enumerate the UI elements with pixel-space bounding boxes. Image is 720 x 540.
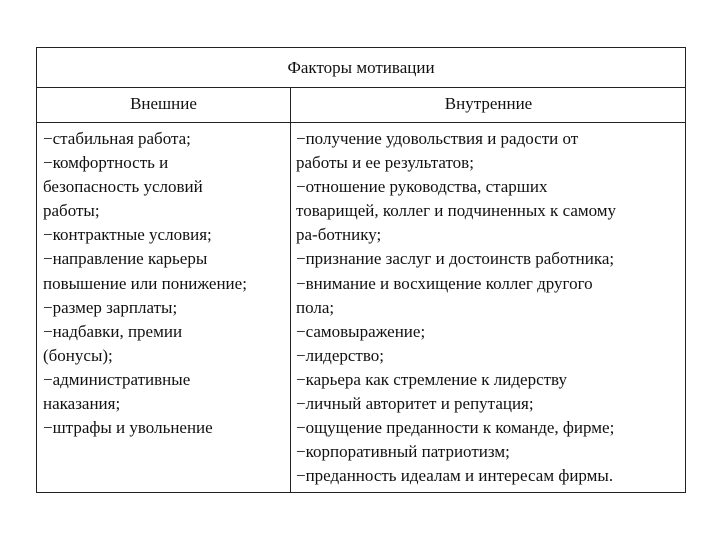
- internal-factor-line: пола;: [296, 297, 335, 317]
- internal-factor-line: −отношение руководства, старших: [296, 177, 548, 197]
- internal-factor-line: −признание заслуг и достоинств работника;: [296, 249, 615, 269]
- internal-factor-line: −преданность идеалам и интересам фирмы.: [296, 466, 614, 486]
- header-internal: Внутренние: [444, 94, 533, 113]
- external-factor-line: безопасность условий: [43, 177, 203, 197]
- external-factor-line: −административные: [43, 369, 191, 389]
- internal-factor-line: −получение удовольствия и радости от: [296, 129, 579, 148]
- column-divider: [290, 88, 291, 492]
- external-factors-cell: [43, 127, 288, 440]
- internal-factor-line: ра-ботнику;: [296, 225, 382, 245]
- table-title: Факторы мотивации: [37, 48, 685, 88]
- external-factor-line: −направление карьеры: [43, 249, 208, 269]
- external-factor-line: (бонусы);: [43, 345, 113, 365]
- internal-factors-cell: [296, 127, 684, 488]
- external-factor-line: −комфортность и: [43, 153, 169, 173]
- internal-factor-line: товарищей, коллег и подчиненных к самому: [296, 201, 617, 221]
- internal-factor-line: −лидерство;: [296, 345, 384, 365]
- header-external: Внешние: [130, 94, 197, 113]
- internal-factor-line: работы и ее результатов;: [296, 153, 474, 173]
- internal-factor-line: −личный авторитет и репутация;: [296, 394, 534, 414]
- external-factor-line: −штрафы и увольнение: [43, 418, 213, 438]
- external-factor-line: наказания;: [43, 394, 121, 414]
- external-factor-line: работы;: [43, 201, 100, 221]
- external-factor-line: −стабильная работа;: [43, 129, 191, 148]
- table-header-row: [37, 88, 685, 123]
- internal-factor-line: −корпоративный патриотизм;: [296, 442, 510, 462]
- internal-factor-line: −внимание и восхищение коллег другого: [296, 273, 593, 293]
- external-factor-line: −надбавки, премии: [43, 321, 183, 341]
- external-factor-line: повышение или понижение;: [43, 273, 247, 293]
- internal-factor-line: −самовыражение;: [296, 321, 426, 341]
- external-factor-line: −контрактные условия;: [43, 225, 212, 245]
- internal-factor-line: −ощущение преданности к команде, фирме;: [296, 418, 615, 438]
- motivation-factors-table: [36, 47, 686, 493]
- internal-factor-line: −карьера как стремление к лидерству: [296, 369, 567, 389]
- external-factor-line: −размер зарплаты;: [43, 297, 178, 317]
